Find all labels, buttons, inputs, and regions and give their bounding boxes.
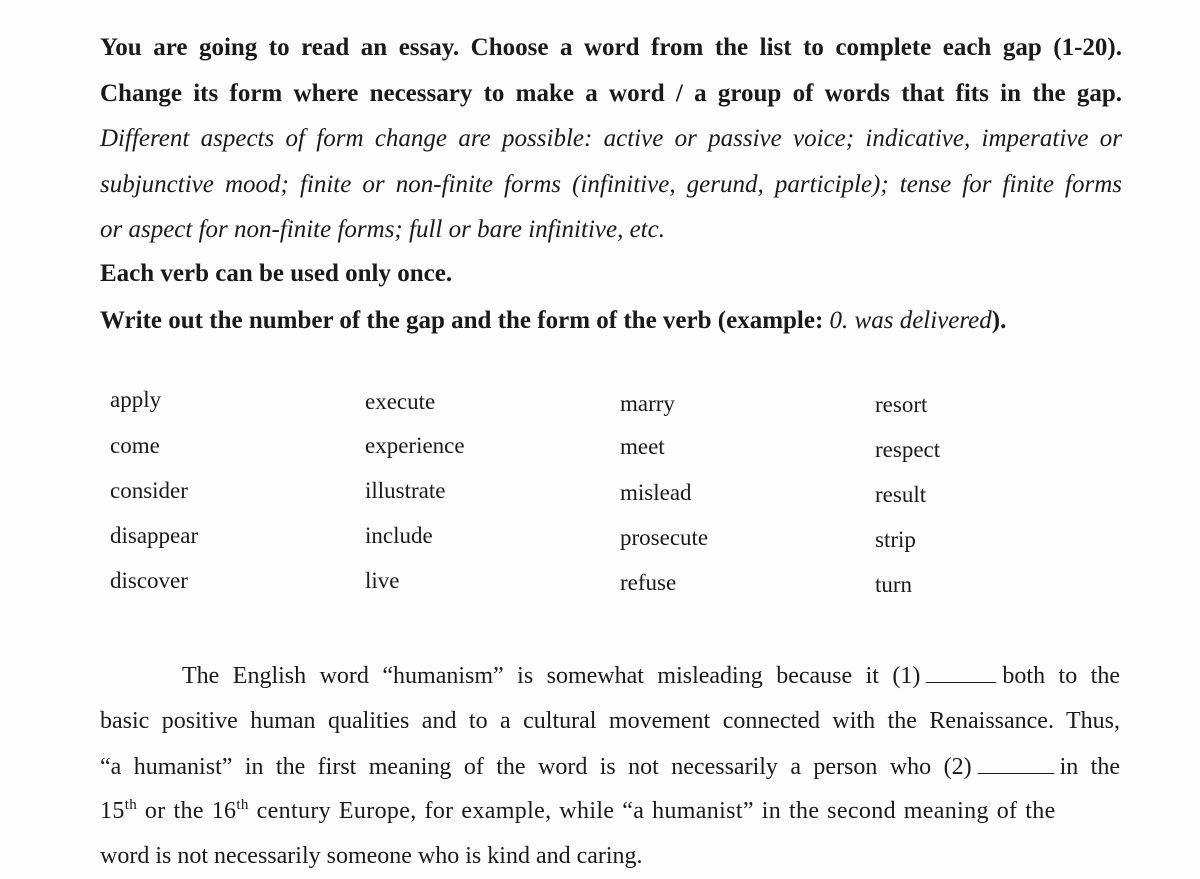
essay-line-4-num: 15 xyxy=(100,798,125,824)
instruction-line-1: You are going to read an essay. Choose a word from the list to complete each gap (1-20). xyxy=(100,34,1122,61)
instruction-line-6: Each verb can be used only once. xyxy=(100,260,453,287)
word-respect: respect xyxy=(875,437,941,462)
word-marry: marry xyxy=(620,391,675,416)
essay-line-3-end: in the xyxy=(1059,754,1120,780)
word-apply: apply xyxy=(110,387,162,412)
essay-line-3 xyxy=(100,752,1120,782)
word-come: come xyxy=(110,433,160,458)
word-execute: execute xyxy=(365,389,436,414)
word-prosecute: prosecute xyxy=(620,525,709,550)
essay-line-4-mid: or the 16 xyxy=(137,798,237,824)
word-result: result xyxy=(875,482,927,507)
instruction-example: 0. was delivered xyxy=(829,307,992,334)
instruction-line-7-end: ). xyxy=(991,307,1007,334)
essay-line-1-end: both to the xyxy=(1002,663,1120,689)
essay-line-3-text: “a humanist” in the first meaning of the word is not necessarily a person who (2) xyxy=(100,754,972,780)
word-strip: strip xyxy=(875,527,916,552)
word-mislead: mislead xyxy=(620,480,692,505)
word-list xyxy=(110,385,1010,615)
essay-line-4-rest: century Europe, for example, while “a humanist” in the second meaning of the xyxy=(248,798,1056,824)
word-refuse: refuse xyxy=(620,570,677,595)
essay-line-4-sup-2: th xyxy=(236,797,249,813)
word-discover: discover xyxy=(110,568,188,593)
word-meet: meet xyxy=(620,434,665,459)
essay-line-4 xyxy=(100,796,1120,826)
essay-line-4-sup-1: th xyxy=(124,797,138,813)
word-experience: experience xyxy=(365,433,465,458)
word-live: live xyxy=(365,568,400,593)
word-turn: turn xyxy=(875,572,913,597)
word-resort: resort xyxy=(875,392,928,417)
essay-line-2: basic positive human qualities and to a cultural movement connected with the Renaissance. Thus, xyxy=(100,708,1120,734)
word-include: include xyxy=(365,523,433,548)
essay-line-1 xyxy=(100,661,1120,691)
word-consider: consider xyxy=(110,478,188,503)
essay-line-5: word is not necessarily someone who is kind and caring. xyxy=(100,843,643,869)
gap-2-blank xyxy=(978,753,1054,774)
instruction-line-3: Different aspects of form change are possible: active or passive voice; indicative, imperative or xyxy=(100,125,1122,152)
word-illustrate: illustrate xyxy=(365,478,446,503)
instruction-line-2: Change its form where necessary to make a word / a group of words that fits in the gap. xyxy=(100,80,1122,107)
gap-1-blank xyxy=(926,662,996,683)
instruction-line-5: or aspect for non-finite forms; full or bare infinitive, etc. xyxy=(100,216,665,243)
word-disappear: disappear xyxy=(110,523,199,548)
instruction-line-7 xyxy=(100,306,1122,336)
essay-line-1-text: The English word “humanism” is somewhat misleading because it (1) xyxy=(182,663,921,689)
instruction-line-7-text: Write out the number of the gap and the form of the verb (example: xyxy=(100,307,824,334)
instruction-line-4: subjunctive mood; finite or non-finite forms (infinitive, gerund, participle); tense for finite forms xyxy=(100,171,1122,198)
